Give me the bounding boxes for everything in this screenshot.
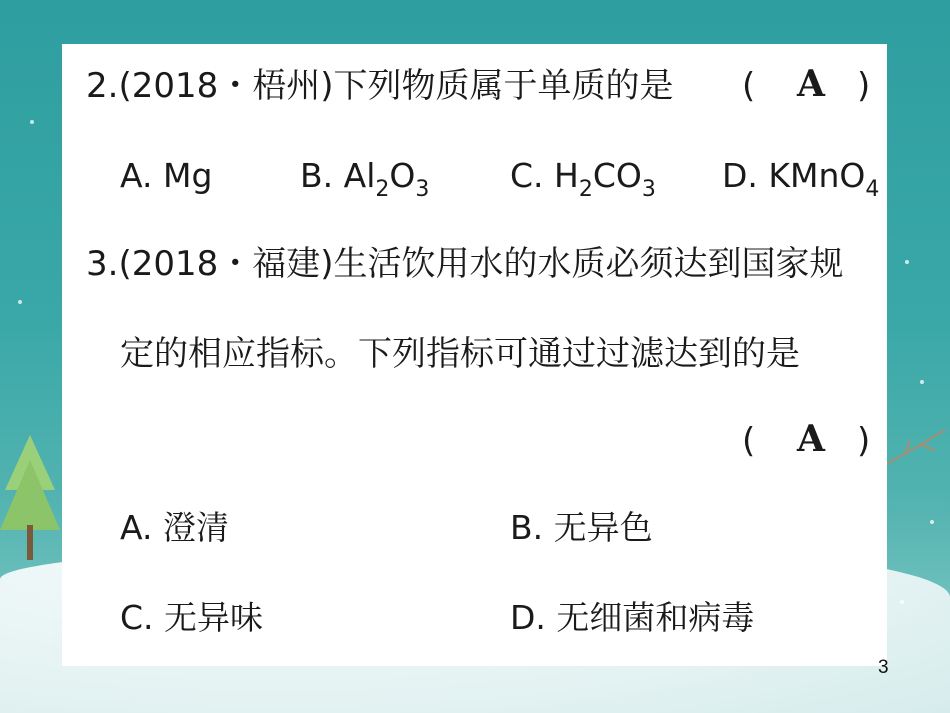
q3-answer-bracket-close: ) xyxy=(857,421,871,461)
q3-answer-bracket-open: ( xyxy=(742,421,756,461)
q3-option-a: A. 澄清 xyxy=(120,508,229,547)
branch-icon xyxy=(880,420,950,470)
q2-option-b: B. $Al_2O_3$ xyxy=(300,156,430,202)
q3-stem-line2: 定的相应指标。下列指标可通过过滤达到的是 xyxy=(120,334,800,374)
q2-answer-bracket-close: ) xyxy=(857,66,871,106)
snowflake xyxy=(930,520,934,524)
snowflake xyxy=(920,380,924,384)
q2-option-c: C. $H_2CO_3$ xyxy=(510,156,656,202)
q2-stem: 2.(2018・梧州)下列物质属于单质的是 xyxy=(86,66,674,106)
q3-answer: A xyxy=(797,418,825,460)
snowflake xyxy=(18,300,22,304)
q3-stem-line1: 3.(2018・福建)生活饮用水的水质必须达到国家规 xyxy=(86,244,844,284)
q3-option-c: C. 无异味 xyxy=(120,598,264,637)
snowflake xyxy=(30,120,34,124)
q3-option-d: D. 无细菌和病毒 xyxy=(510,598,755,637)
page-number: 3 xyxy=(878,657,889,678)
q2-answer: A xyxy=(797,63,825,105)
q2-answer-bracket-open: ( xyxy=(742,66,756,106)
snowflake xyxy=(900,600,904,604)
pine-tree-icon xyxy=(0,430,60,570)
question-card xyxy=(62,44,887,666)
q2-option-a: A. Mg xyxy=(120,156,213,195)
q2-option-d: D. KMnO$_4$ xyxy=(722,156,880,202)
q3-option-b: B. 无异色 xyxy=(510,508,653,547)
snowflake xyxy=(905,260,909,264)
